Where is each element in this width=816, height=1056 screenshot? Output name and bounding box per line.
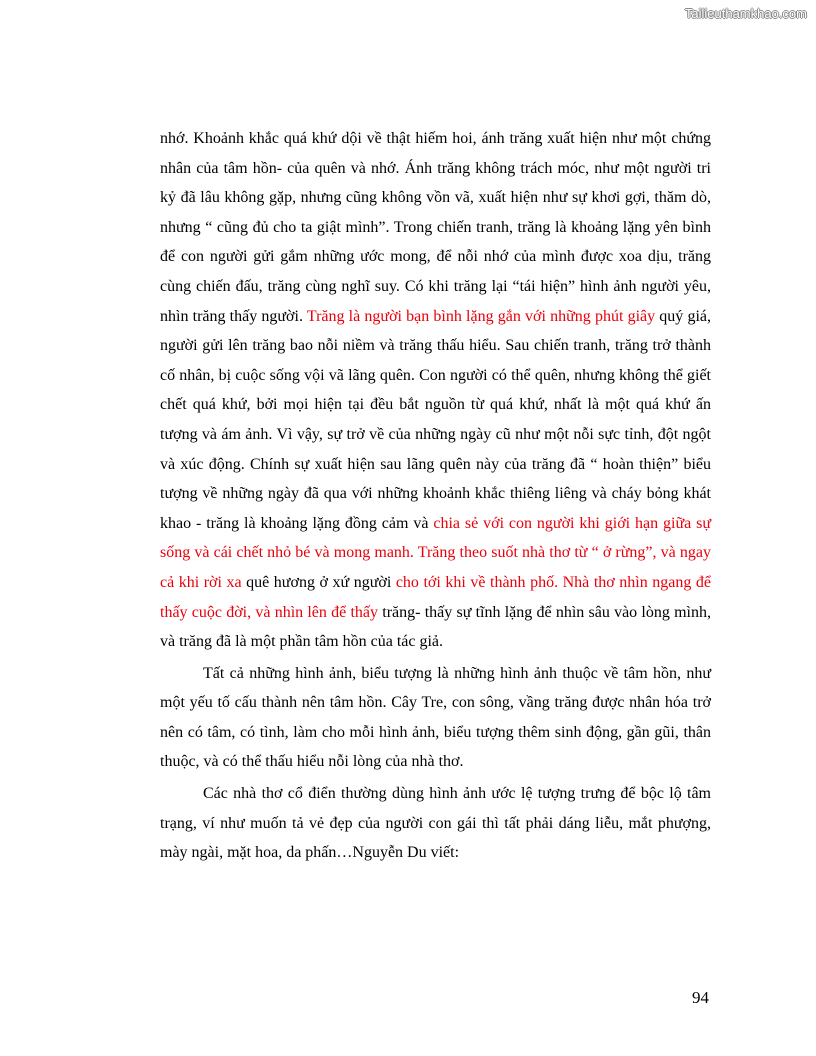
paragraph-3-segment-1: Các nhà thơ cổ điển thường dùng hình ảnh ước lệ tượng trưng để bộc lộ tâm trạng, ví như muốn tả vẻ đẹp của người con gái thì tất phải dáng liễu, mắt phượng, mày ngài, mặt hoa, da phấn…Nguyễn Du viết: — [160, 785, 711, 862]
page-number: 94 — [692, 988, 709, 1007]
paragraph-1-segment-7: trăng- thấy sự tĩnh lặng để nhìn sâu vào lòng mình, và trăng đã là một phần tâm hồn của tác giả. — [160, 603, 711, 651]
paragraph-1 — [160, 124, 711, 657]
paragraph-1-segment-5: quê hương ở xứ người — [241, 573, 396, 591]
paragraph-2-segment-1: Tất cả những hình ảnh, biểu tượng là những hình ảnh thuộc về tâm hồn, như một yếu tố cấu thành nên tâm hồn. Cây Tre, con sông, vầng trăng được nhân hóa trở nên có tâm, có tình, làm cho mỗi hình ảnh, biểu tượng thêm sinh động, gần gũi, thân thuộc, và có thể thấu hiểu nỗi lòng của nhà thơ. — [160, 664, 711, 771]
paragraph-1-segment-3: quý giá, người gửi lên trăng bao nỗi niềm và trăng thấu hiểu. Sau chiến tranh, trăng trở thành cố nhân, bị cuộc sống vội vã lãng quên. Con người có thể quên, nhưng không thể giết chết quá khứ, bởi mọi hiện tại đều bắt nguồn từ quá khứ, nhất là một quá khứ ấn tượng và ám ảnh. Vì vậy, sự trở về của những ngày cũ như một nỗi sực tỉnh, đột ngột và xúc động. Chính sự xuất hiện sau lãng quên này của trăng đã “ hoàn thiện” biểu tượng về những ngày đã qua với những khoảnh khắc thiêng liêng và cháy bỏng khát khao - trăng là khoảng lặng đồng cảm và — [160, 307, 712, 532]
document-body — [160, 124, 711, 868]
paragraph-1-segment-6-highlight: cho tới khi về thành phố. Nhà thơ nhìn ngang để thấy cuộc đời, và nhìn lên để thấy — [160, 573, 712, 621]
paragraph-2 — [160, 659, 711, 777]
paragraph-1-segment-4-highlight: chia sẻ với con người khi giới hạn giữa sự sống và cái chết nhỏ bé và mong manh. Trăng theo suốt nhà thơ từ “ ở rừng”, và ngay cả khi rời xa — [160, 514, 712, 591]
paragraph-3 — [160, 779, 711, 868]
paragraph-1-segment-1: nhớ. Khoảnh khắc quá khứ dội về thật hiếm hoi, ánh trăng xuất hiện như một chứng nhân của tâm hồn- của quên và nhớ. Ánh trăng không trách móc, như một người tri kỷ đã lâu không gặp, nhưng cũng không vồn vã, xuất hiện như sự khơi gợi, thăm dò, nhưng “ cũng đủ cho ta giật mình”. Trong chiến tranh, trăng là khoảng lặng yên bình để con người gửi gắm những ước mong, để nỗi nhớ của mình được xoa dịu, trăng cùng chiến đấu, trăng cùng nghĩ suy. Có khi trăng lại “tái hiện” hình ảnh người yêu, nhìn trăng thấy người. — [160, 130, 711, 325]
watermark-text: Tailieuthamkhao.com — [684, 6, 807, 21]
paragraph-1-segment-2-highlight: Trăng là người bạn bình lặng gắn với những phút giây — [306, 307, 656, 325]
